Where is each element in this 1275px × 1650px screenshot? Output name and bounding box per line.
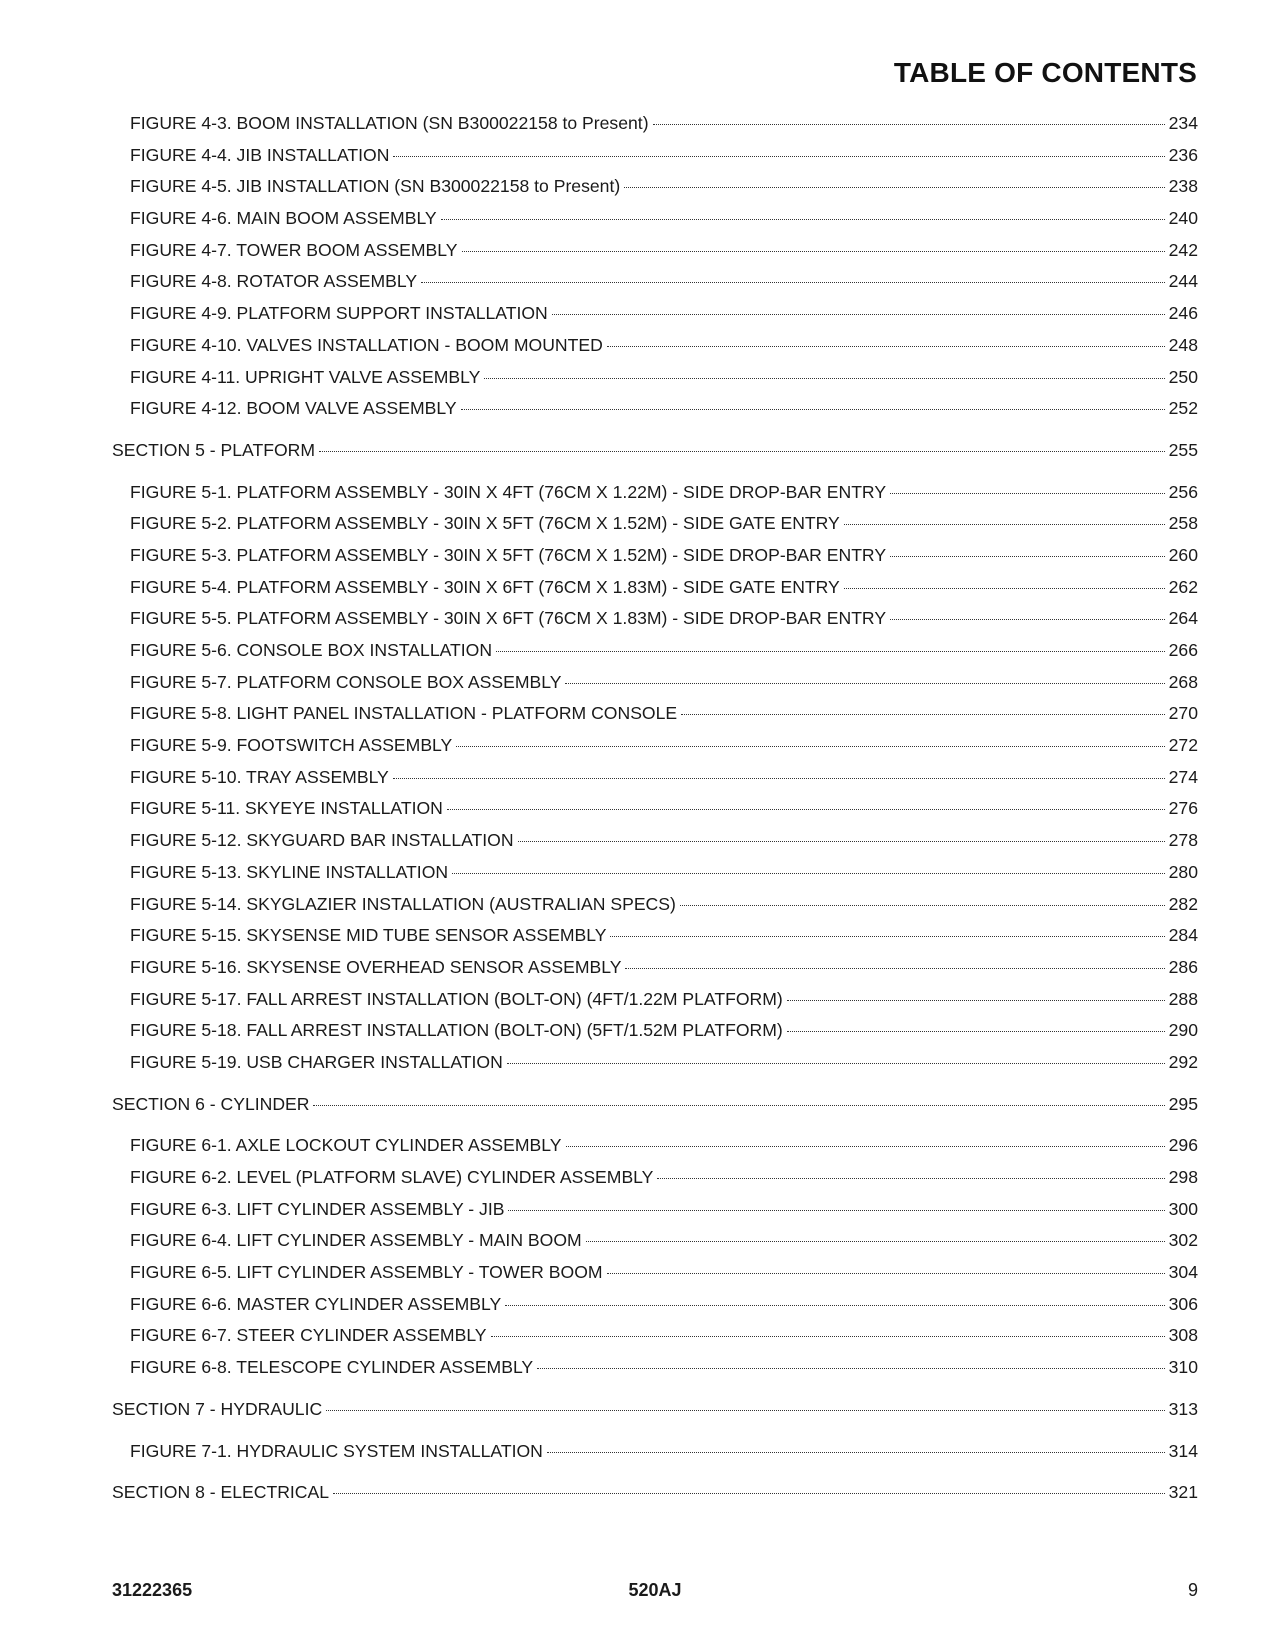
dot-leader [393, 156, 1164, 157]
dot-leader [505, 1305, 1164, 1306]
toc-figure-entry[interactable] [112, 984, 1198, 1016]
dot-leader [447, 809, 1165, 810]
toc-entry-title: FIGURE 5-18. FALL ARREST INSTALLATION (BOLT-ON) (5FT/1.52M PLATFORM) [130, 1020, 783, 1041]
toc-figure-entry[interactable] [112, 235, 1198, 267]
toc-figure-entry[interactable] [112, 730, 1198, 762]
toc-entry-title: FIGURE 5-7. PLATFORM CONSOLE BOX ASSEMBLY [130, 671, 562, 692]
footer-page-number: 9 [1187, 1580, 1198, 1600]
toc-entry-page: 310 [1168, 1357, 1198, 1378]
toc-entry-title: SECTION 7 - HYDRAULIC [112, 1398, 323, 1419]
toc-entry-title: FIGURE 5-5. PLATFORM ASSEMBLY - 30IN X 6FT (76CM X 1.83M) - SIDE DROP-BAR ENTRY [130, 608, 887, 629]
toc-entry-page: 292 [1168, 1051, 1198, 1072]
toc-entry-page: 274 [1168, 766, 1198, 787]
dot-leader [547, 1452, 1165, 1453]
toc-entry-title: FIGURE 5-13. SKYLINE INSTALLATION [130, 861, 449, 882]
toc-entry-title: FIGURE 6-1. AXLE LOCKOUT CYLINDER ASSEMBLY [130, 1135, 562, 1156]
toc-entry-title: FIGURE 5-1. PLATFORM ASSEMBLY - 30IN X 4FT (76CM X 1.22M) - SIDE DROP-BAR ENTRY [130, 481, 887, 502]
toc-entry-page: 250 [1168, 366, 1198, 387]
toc-figure-entry[interactable] [112, 393, 1198, 425]
toc-entry-title: SECTION 6 - CYLINDER [112, 1093, 310, 1114]
toc-entry-title: FIGURE 6-2. LEVEL (PLATFORM SLAVE) CYLINDER ASSEMBLY [130, 1167, 654, 1187]
toc-section-entry[interactable] [112, 1477, 1198, 1509]
dot-leader [452, 873, 1165, 874]
toc-figure-entry[interactable] [112, 171, 1198, 203]
dot-leader [456, 746, 1164, 747]
toc-figure-entry[interactable] [112, 1289, 1198, 1321]
toc-entry-page: 255 [1168, 439, 1198, 460]
dot-leader [537, 1368, 1164, 1369]
toc-figure-entry[interactable] [112, 572, 1198, 604]
toc-figure-entry[interactable] [112, 362, 1198, 394]
toc-entry-title: FIGURE 6-4. LIFT CYLINDER ASSEMBLY - MAIN BOOM [130, 1230, 582, 1251]
footer-doc-number: 31222365 [112, 1580, 193, 1600]
toc-figure-entry[interactable] [112, 1225, 1198, 1257]
toc-figure-entry[interactable] [112, 1162, 1198, 1194]
toc-figure-entry[interactable] [112, 889, 1198, 921]
toc-figure-entry[interactable] [112, 857, 1198, 889]
toc-entry-title: FIGURE 5-6. CONSOLE BOX INSTALLATION [130, 640, 493, 660]
toc-entry-page: 276 [1168, 798, 1198, 819]
toc-figure-entry[interactable] [112, 508, 1198, 540]
toc-section-entry[interactable] [112, 435, 1198, 467]
toc-entry-page: 268 [1168, 671, 1198, 692]
toc-figure-entry[interactable] [112, 298, 1198, 330]
toc-entry-page: 306 [1168, 1293, 1198, 1314]
toc-entry-page: 304 [1168, 1262, 1198, 1283]
toc-entry-page: 266 [1168, 640, 1198, 660]
toc-entry-title: FIGURE 5-16. SKYSENSE OVERHEAD SENSOR ASSEMBLY [130, 956, 622, 977]
toc-entry-page: 278 [1168, 830, 1198, 851]
dot-leader [653, 124, 1165, 125]
dot-leader [507, 1063, 1165, 1064]
toc-entry-page: 290 [1168, 1020, 1198, 1041]
toc-entry-page: 308 [1168, 1325, 1198, 1346]
table-of-contents [112, 108, 1198, 1519]
dot-leader [624, 187, 1164, 188]
toc-figure-entry[interactable] [112, 108, 1198, 140]
dot-leader [625, 968, 1164, 969]
dot-leader [484, 378, 1164, 379]
toc-entry-page: 282 [1168, 893, 1198, 914]
dot-leader [393, 778, 1165, 779]
toc-section-entry[interactable] [112, 1394, 1198, 1426]
toc-figure-entry[interactable] [112, 1257, 1198, 1289]
toc-entry-page: 314 [1168, 1440, 1198, 1461]
toc-figure-entry[interactable] [112, 952, 1198, 984]
dot-leader [787, 1031, 1165, 1032]
toc-entry-page: 286 [1168, 956, 1198, 977]
toc-figure-entry[interactable] [112, 603, 1198, 635]
toc-figure-entry[interactable] [112, 793, 1198, 825]
toc-entry-page: 280 [1168, 861, 1198, 882]
toc-figure-entry[interactable] [112, 540, 1198, 572]
dot-leader [552, 314, 1165, 315]
dot-leader [566, 1146, 1165, 1147]
dot-leader [844, 524, 1165, 525]
toc-figure-entry[interactable] [112, 635, 1198, 667]
toc-entry-title: FIGURE 6-7. STEER CYLINDER ASSEMBLY [130, 1325, 487, 1346]
toc-figure-entry[interactable] [112, 266, 1198, 298]
toc-figure-entry[interactable] [112, 477, 1198, 509]
dot-leader [333, 1493, 1165, 1494]
toc-entry-title: FIGURE 5-19. USB CHARGER INSTALLATION [130, 1051, 503, 1072]
toc-section-entry[interactable] [112, 1089, 1198, 1121]
dot-leader [681, 714, 1165, 715]
dot-leader [607, 346, 1165, 347]
toc-entry-title: FIGURE 6-6. MASTER CYLINDER ASSEMBLY [130, 1293, 502, 1314]
toc-figure-entry[interactable] [112, 1352, 1198, 1384]
toc-figure-entry[interactable] [112, 330, 1198, 362]
toc-entry-title: FIGURE 5-8. LIGHT PANEL INSTALLATION - PLATFORM CONSOLE [130, 703, 678, 724]
toc-entry-title: FIGURE 5-4. PLATFORM ASSEMBLY - 30IN X 6FT (76CM X 1.83M) - SIDE GATE ENTRY [130, 576, 840, 597]
toc-entry-page: 264 [1168, 608, 1198, 629]
toc-entry-title: FIGURE 4-6. MAIN BOOM ASSEMBLY [130, 208, 437, 229]
dot-leader [657, 1178, 1164, 1179]
toc-entry-title: FIGURE 6-8. TELESCOPE CYLINDER ASSEMBLY [130, 1357, 534, 1378]
toc-figure-entry[interactable] [112, 825, 1198, 857]
toc-figure-entry[interactable] [112, 203, 1198, 235]
page-title: TABLE OF CONTENTS [893, 57, 1197, 88]
dot-leader [496, 651, 1165, 652]
toc-entry-title: FIGURE 4-11. UPRIGHT VALVE ASSEMBLY [130, 366, 481, 387]
toc-entry-title: FIGURE 5-15. SKYSENSE MID TUBE SENSOR ASSEMBLY [130, 925, 607, 946]
toc-entry-page: 288 [1168, 988, 1198, 1009]
toc-entry-title: FIGURE 5-3. PLATFORM ASSEMBLY - 30IN X 5FT (76CM X 1.52M) - SIDE DROP-BAR ENTRY [130, 544, 887, 565]
toc-entry-title: FIGURE 4-5. JIB INSTALLATION (SN B300022158 to Present) [130, 176, 621, 197]
toc-entry-page: 295 [1168, 1093, 1198, 1114]
dot-leader [518, 841, 1165, 842]
toc-figure-entry[interactable] [112, 1194, 1198, 1226]
toc-entry-page: 296 [1168, 1135, 1198, 1156]
toc-entry-page: 313 [1168, 1398, 1198, 1419]
toc-entry-page: 262 [1168, 576, 1198, 597]
toc-entry-page: 252 [1168, 398, 1198, 419]
toc-entry-page: 302 [1168, 1230, 1198, 1251]
toc-entry-title: FIGURE 4-7. TOWER BOOM ASSEMBLY [130, 239, 458, 260]
toc-entry-page: 244 [1168, 271, 1198, 292]
toc-figure-entry[interactable] [112, 1015, 1198, 1047]
dot-leader [565, 683, 1164, 684]
toc-figure-entry[interactable] [112, 1436, 1198, 1468]
toc-entry-page: 238 [1168, 176, 1198, 197]
toc-entry-title: FIGURE 6-5. LIFT CYLINDER ASSEMBLY - TOWER BOOM [130, 1262, 603, 1283]
toc-entry-title: SECTION 5 - PLATFORM [112, 439, 315, 460]
toc-entry-title: FIGURE 5-9. FOOTSWITCH ASSEMBLY [130, 735, 453, 756]
toc-entry-title: FIGURE 5-12. SKYGUARD BAR INSTALLATION [130, 830, 514, 851]
toc-entry-title: FIGURE 5-2. PLATFORM ASSEMBLY - 30IN X 5FT (76CM X 1.52M) - SIDE GATE ENTRY [130, 513, 840, 534]
toc-entry-page: 258 [1168, 513, 1198, 534]
page-footer [112, 1580, 1198, 1604]
toc-entry-title: FIGURE 5-11. SKYEYE INSTALLATION [130, 798, 443, 819]
dot-leader [680, 905, 1165, 906]
toc-figure-entry[interactable] [112, 1130, 1198, 1162]
toc-entry-page: 321 [1168, 1482, 1198, 1503]
toc-entry-page: 248 [1168, 334, 1198, 355]
toc-figure-entry[interactable] [112, 1047, 1198, 1079]
dot-leader [461, 409, 1165, 410]
dot-leader [441, 219, 1165, 220]
toc-entry-title: FIGURE 4-3. BOOM INSTALLATION (SN B300022158 to Present) [130, 113, 649, 133]
dot-leader [787, 1000, 1165, 1001]
toc-entry-page: 272 [1168, 735, 1198, 756]
toc-entry-page: 300 [1168, 1198, 1198, 1219]
toc-figure-entry[interactable] [112, 920, 1198, 952]
toc-figure-entry[interactable] [112, 140, 1198, 172]
toc-entry-page: 240 [1168, 208, 1198, 229]
dot-leader [607, 1273, 1165, 1274]
toc-entry-page: 298 [1168, 1167, 1198, 1187]
toc-figure-entry[interactable] [112, 1320, 1198, 1352]
dot-leader [844, 588, 1165, 589]
toc-entry-title: SECTION 8 - ELECTRICAL [112, 1482, 330, 1503]
dot-leader [462, 251, 1165, 252]
toc-entry-page: 260 [1168, 544, 1198, 565]
toc-entry-page: 246 [1168, 303, 1198, 324]
dot-leader [890, 619, 1165, 620]
toc-entry-title: FIGURE 6-3. LIFT CYLINDER ASSEMBLY - JIB [130, 1198, 505, 1219]
toc-entry-title: FIGURE 4-12. BOOM VALVE ASSEMBLY [130, 398, 457, 419]
toc-entry-page: 256 [1168, 481, 1198, 502]
dot-leader [313, 1105, 1164, 1106]
dot-leader [508, 1210, 1164, 1211]
dot-leader [319, 451, 1165, 452]
toc-figure-entry[interactable] [112, 667, 1198, 699]
toc-entry-page: 236 [1168, 144, 1198, 165]
dot-leader [421, 282, 1165, 283]
toc-figure-entry[interactable] [112, 762, 1198, 794]
toc-entry-title: FIGURE 4-10. VALVES INSTALLATION - BOOM MOUNTED [130, 334, 603, 355]
toc-entry-page: 242 [1168, 239, 1198, 260]
toc-figure-entry[interactable] [112, 698, 1198, 730]
dot-leader [491, 1336, 1165, 1337]
footer-model: 520AJ [628, 1580, 682, 1600]
toc-entry-title: FIGURE 5-17. FALL ARREST INSTALLATION (BOLT-ON) (4FT/1.22M PLATFORM) [130, 988, 783, 1009]
dot-leader [326, 1410, 1164, 1411]
dot-leader [586, 1241, 1165, 1242]
toc-entry-title: FIGURE 5-10. TRAY ASSEMBLY [130, 766, 389, 787]
toc-entry-title: FIGURE 7-1. HYDRAULIC SYSTEM INSTALLATION [130, 1440, 543, 1461]
toc-entry-title: FIGURE 4-9. PLATFORM SUPPORT INSTALLATION [130, 303, 548, 324]
toc-entry-page: 284 [1168, 925, 1198, 946]
dot-leader [890, 493, 1165, 494]
toc-entry-page: 234 [1168, 113, 1198, 133]
toc-entry-page: 270 [1168, 703, 1198, 724]
toc-entry-title: FIGURE 5-14. SKYGLAZIER INSTALLATION (AUSTRALIAN SPECS) [130, 893, 676, 914]
dot-leader [610, 936, 1164, 937]
dot-leader [890, 556, 1165, 557]
toc-entry-title: FIGURE 4-8. ROTATOR ASSEMBLY [130, 271, 418, 292]
toc-entry-title: FIGURE 4-4. JIB INSTALLATION [130, 144, 390, 165]
